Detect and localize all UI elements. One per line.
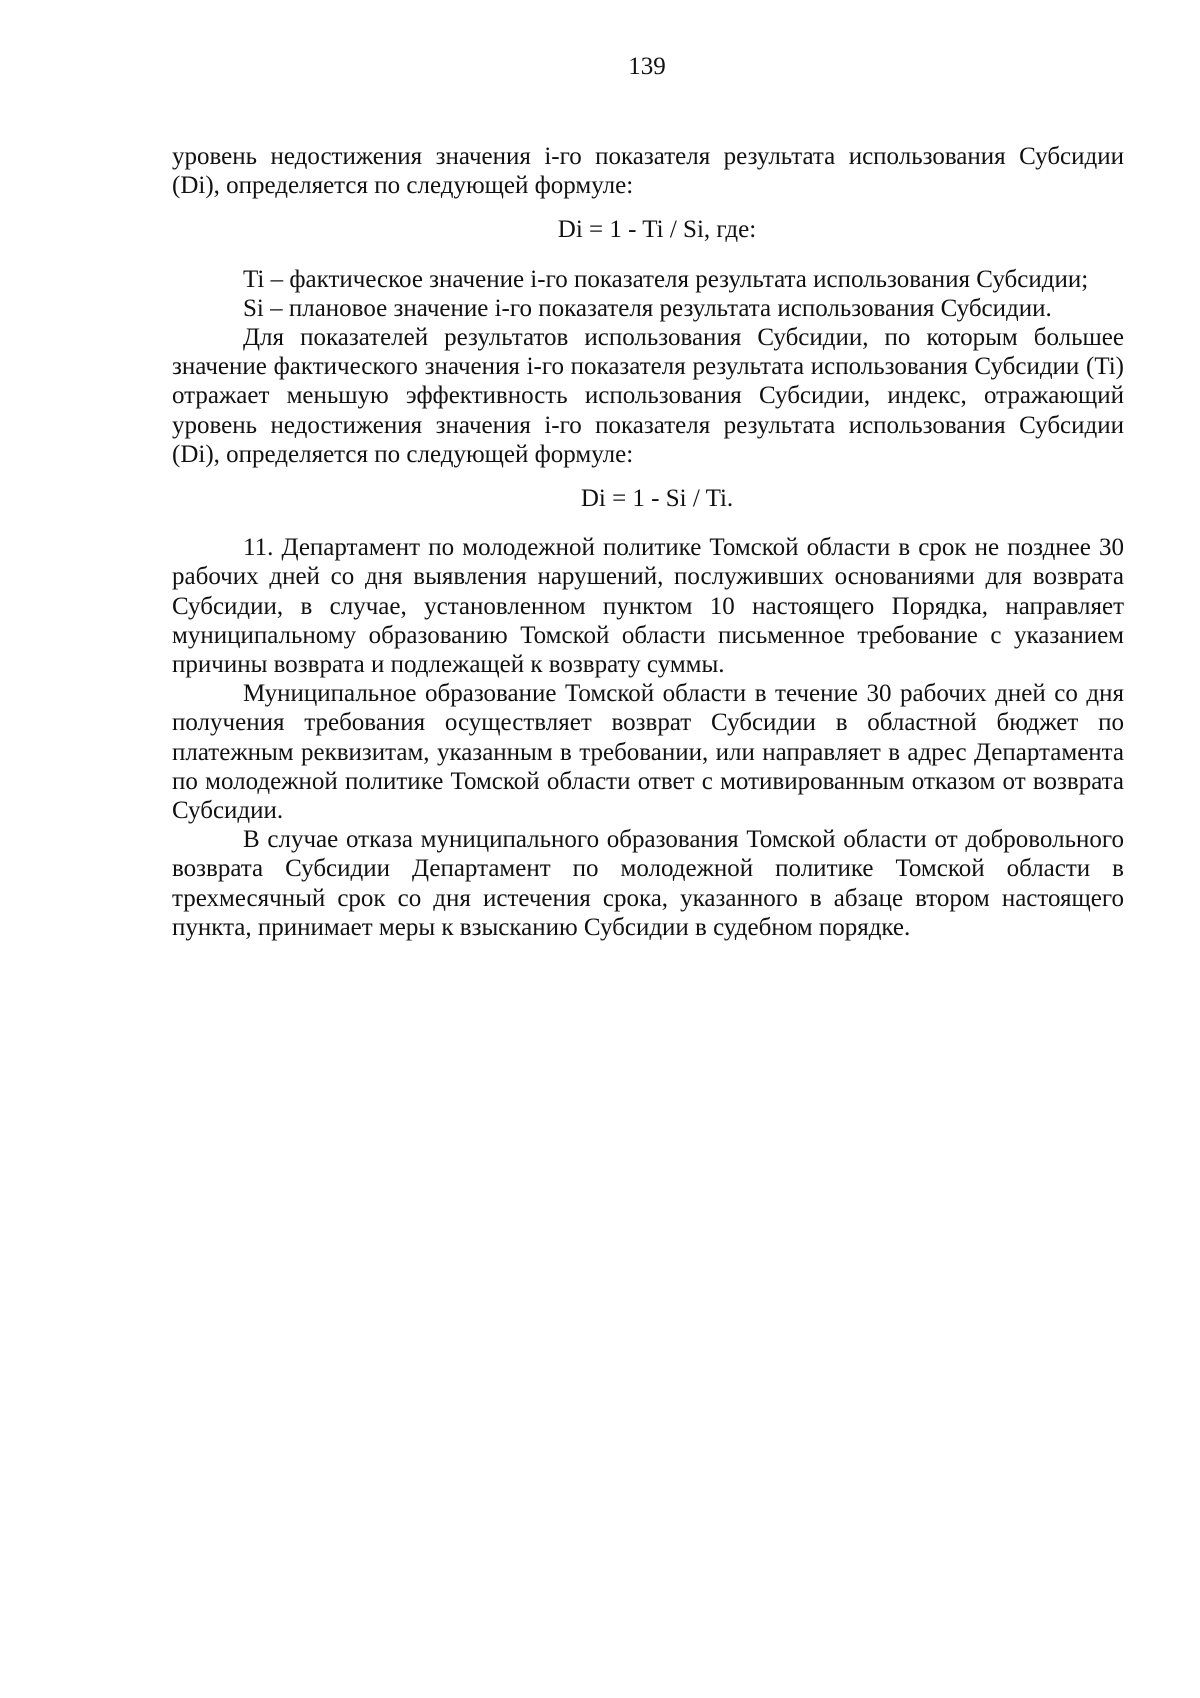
definition-ti: Ti – фактическое значение i-го показателя результата использования Субсидии;: [243, 265, 1089, 293]
paragraph-return-procedure: Муниципальное образование Томской области в течение 30 рабочих дней со дня получения требования осуществляет возврат Субсидии в областной бюджет по платежным реквизитам, указанным в требовании, или направляет в адрес Департамента по молодежной политике Томской области ответ с мотивированным отказом от возврата Субсидии.: [172, 680, 1124, 825]
formula-di-si-ti: Di = 1 - Si / Ti.: [580, 485, 734, 513]
paragraph-item-11: 11. Департамент по молодежной политике Томской области в срок не позднее 30 рабочих дней со дня выявления нарушений, послуживших основаниями для возврата Субсидии, в случае, установленном пунктом 10 настоящего Порядка, направляет муниципальному образованию Томской области письменное требование с указанием причины возврата и подлежащей к возврату суммы.: [172, 534, 1124, 679]
page-number: 139: [628, 53, 666, 80]
paragraph-refusal-procedure: В случае отказа муниципального образования Томской области от добровольного возврата Субсидии Департамент по молодежной политике Томской области в трехмесячный срок со дня истечения срока, указанного в абзаце втором настоящего пункта, принимает меры к взысканию Субсидии в судебном порядке.: [172, 826, 1124, 941]
paragraph-inverse-indicators: Для показателей результатов использования Субсидии, по которым большее значение фактического значения i-го показателя результата использования Субсидии (Ti) отражает меньшую эффективность использования Субсидии, индекс, отражающий уровень недостижения значения i-го показателя результата использования Субсидии (Di), определяется по следующей формуле:: [172, 324, 1124, 468]
document-body: [172, 142, 1124, 942]
paragraph-index-definition: уровень недостижения значения i-го показателя результата использования Субсидии (Di), определяется по следующей формуле:: [172, 143, 1124, 200]
definition-si: Si – плановое значение i-го показателя результата использования Субсидии.: [243, 294, 1052, 322]
formula-di-ti-si: Di = 1 - Ti / Si, где:: [557, 216, 757, 244]
